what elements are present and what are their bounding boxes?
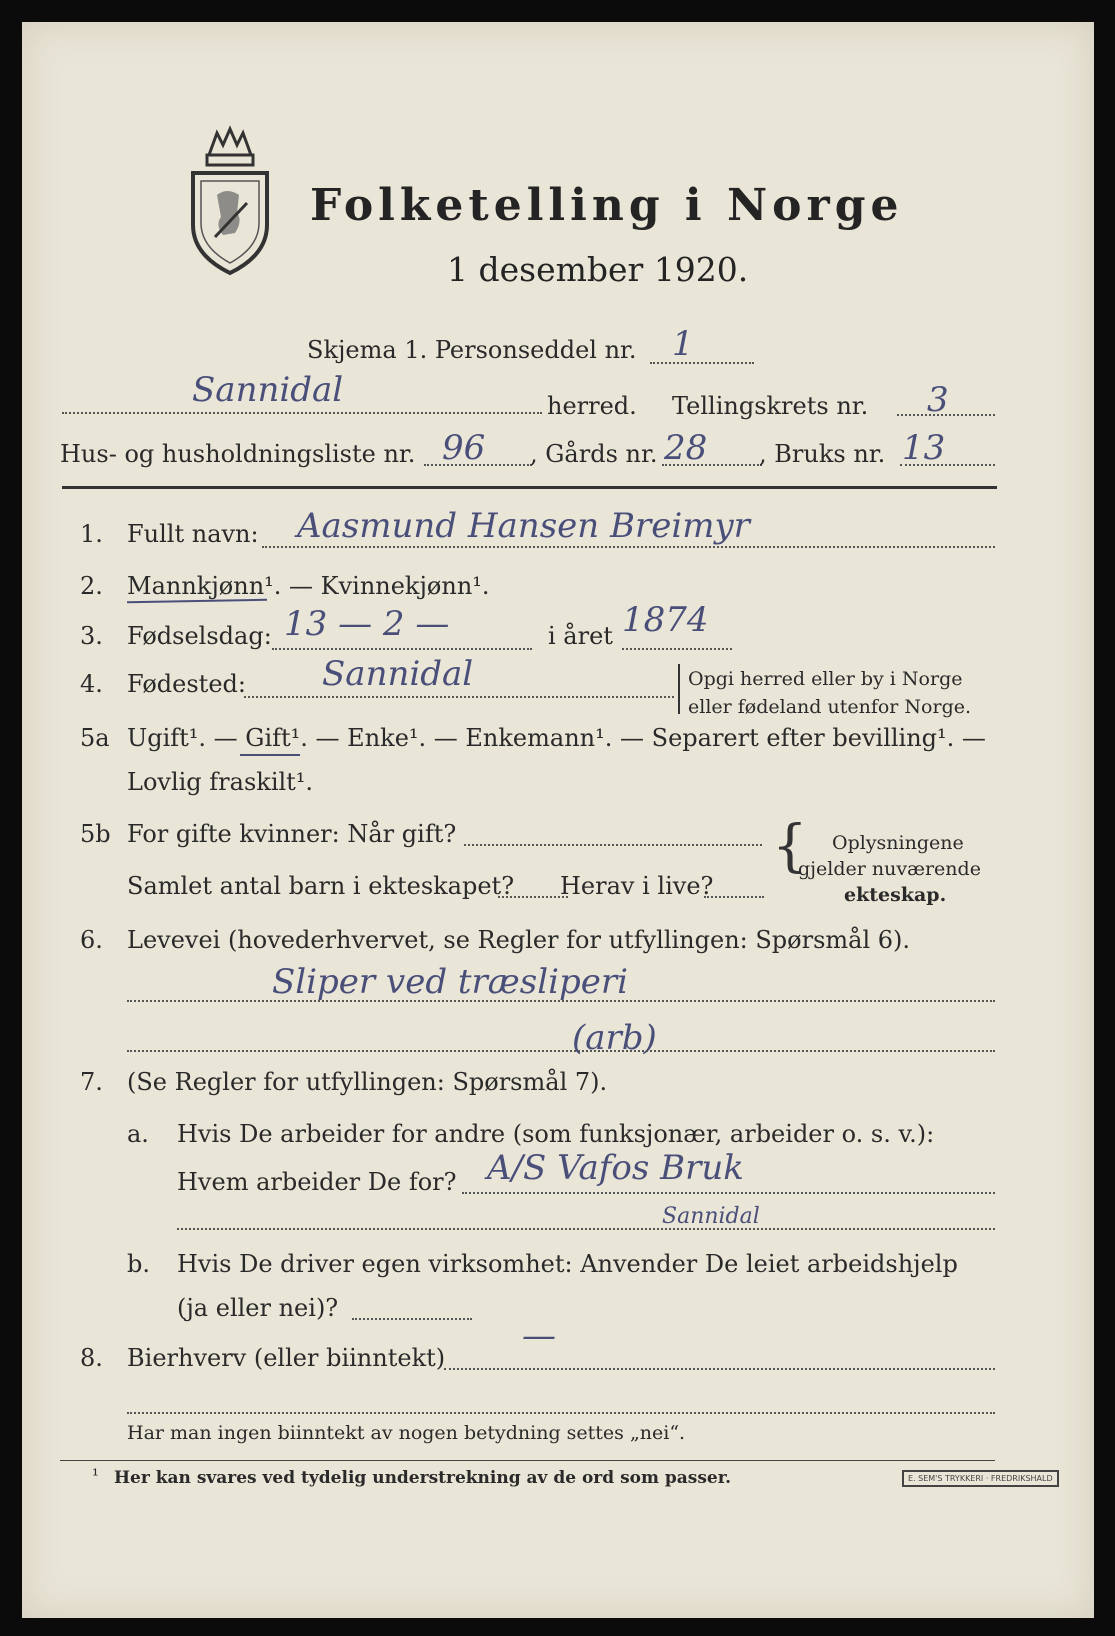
q2-number: 2. (80, 572, 103, 600)
q3-year-label: i året (548, 622, 613, 650)
herred-label: herred. (547, 392, 637, 420)
q3-day-value: 13 — 2 — (284, 604, 450, 644)
q7a-employer-line (462, 1192, 995, 1194)
q5b-line-2: Samlet antal barn i ekteskapet? (127, 872, 515, 900)
q6-line-2 (127, 1050, 995, 1052)
husholdningsliste-label: Hus- og husholdningsliste nr. (60, 440, 416, 468)
footnote: Her kan svares ved tydelig understrekning av de ord som passer. (114, 1468, 732, 1488)
q7a-value-2: Sannidal (662, 1204, 760, 1229)
q4-value: Sannidal (322, 654, 474, 694)
tellingskrets-value: 3 (927, 380, 949, 420)
q4-label: Fødested: (127, 670, 246, 698)
q7a-line-extra (177, 1228, 995, 1230)
bruks-label: , Bruks nr. (759, 440, 886, 468)
form-title: Folketelling i Norge (310, 180, 904, 231)
q5a-line-2: Lovlig fraskilt¹. (127, 768, 314, 796)
census-form (22, 22, 1094, 1618)
footnote-mark: ¹ (92, 1466, 99, 1486)
q7a-line-2: Hvem arbeider De for? (177, 1168, 457, 1196)
q3-day-line (272, 648, 532, 650)
q5a-underline-mark (240, 754, 300, 756)
q6-value: Sliper ved træsliperi (272, 962, 628, 1002)
q8-line-2 (127, 1412, 995, 1414)
personseddel-value: 1 (672, 324, 694, 364)
q5b-married-line (464, 844, 762, 846)
q2-label: Mannkjønn¹. — Kvinnekjønn¹. (127, 572, 490, 600)
q7a-value: A/S Vafos Bruk (487, 1148, 744, 1188)
q7-number: 7. (80, 1068, 103, 1096)
q3-year-line (622, 648, 732, 650)
q7b-letter: b. (127, 1250, 150, 1278)
tellingskrets-label: Tellingskrets nr. (672, 392, 869, 420)
q7-label: (Se Regler for utfyllingen: Spørsmål 7). (127, 1068, 608, 1096)
q5b-alive-line (704, 896, 764, 898)
q3-label: Fødselsdag: (127, 622, 272, 650)
q3-number: 3. (80, 622, 103, 650)
personseddel-line (650, 362, 754, 364)
q8-line-1 (444, 1368, 995, 1370)
q5a-number: 5a (80, 724, 110, 752)
q7b-line-2: (ja eller nei)? (177, 1294, 339, 1322)
q8-number: 8. (80, 1344, 103, 1372)
q5b-line-1: For gifte kvinner: Når gift? (127, 820, 457, 848)
q4-brace (678, 664, 680, 714)
q5b-note-2: gjelder nuværende (798, 858, 981, 880)
skjema-label: Skjema 1. Personseddel nr. (307, 336, 637, 364)
footnote-rule (60, 1460, 995, 1461)
q6-line-1 (127, 1000, 995, 1002)
q6-label: Levevei (hovederhvervet, se Regler for utfyllingen: Spørsmål 6). (127, 926, 911, 954)
q7b-line (352, 1318, 472, 1320)
coat-of-arms-icon (187, 125, 273, 277)
q7b-line-1: Hvis De driver egen virksomhet: Anvender De leiet arbeidshjelp (177, 1250, 958, 1278)
q5b-line-2b: Herav i live? (560, 872, 714, 900)
gards-value: 28 (664, 428, 708, 468)
q4-line (244, 696, 674, 698)
q8-label: Bierhverv (eller biinntekt) (127, 1344, 446, 1372)
q1-value: Aasmund Hansen Breimyr (297, 506, 750, 546)
q3-year-value: 1874 (622, 600, 709, 640)
husholdningsliste-value: 96 (442, 428, 486, 468)
q1-label: Fullt navn: (127, 520, 259, 548)
herred-line (62, 412, 542, 414)
footer-note: Har man ingen biinntekt av nogen betydning settes „nei“. (127, 1422, 686, 1444)
q1-number: 1. (80, 520, 103, 548)
q4-note-2: eller fødeland utenfor Norge. (688, 696, 972, 718)
q5b-children-line (498, 896, 568, 898)
q5b-brace: { (772, 814, 808, 879)
q7a-letter: a. (127, 1120, 149, 1148)
gards-label: , Gårds nr. (530, 440, 658, 468)
q5b-note-3: ekteskap. (844, 884, 947, 906)
q5b-note-1: Oplysningene (832, 832, 964, 854)
q5b-number: 5b (80, 820, 111, 848)
q1-line (262, 546, 995, 548)
census-date: 1 desember 1920. (447, 250, 749, 289)
header-rule (62, 486, 997, 489)
bruks-value: 13 (902, 428, 946, 468)
q6-value-2: (arb) (572, 1018, 657, 1058)
herred-value: Sannidal (192, 370, 344, 410)
q4-note-1: Opgi herred eller by i Norge (688, 668, 963, 690)
q7a-line-1: Hvis De arbeider for andre (som funksjonær, arbeider o. s. v.): (177, 1120, 935, 1148)
q8-value: — (522, 1316, 556, 1356)
q4-number: 4. (80, 670, 103, 698)
q5a-line-1: Ugift¹. — Gift¹. — Enke¹. — Enkemann¹. — Separert efter bevilling¹. — (127, 724, 986, 752)
q6-number: 6. (80, 926, 103, 954)
printer-stamp: E. SEM'S TRYKKERI · FREDRIKSHALD (902, 1470, 1059, 1487)
